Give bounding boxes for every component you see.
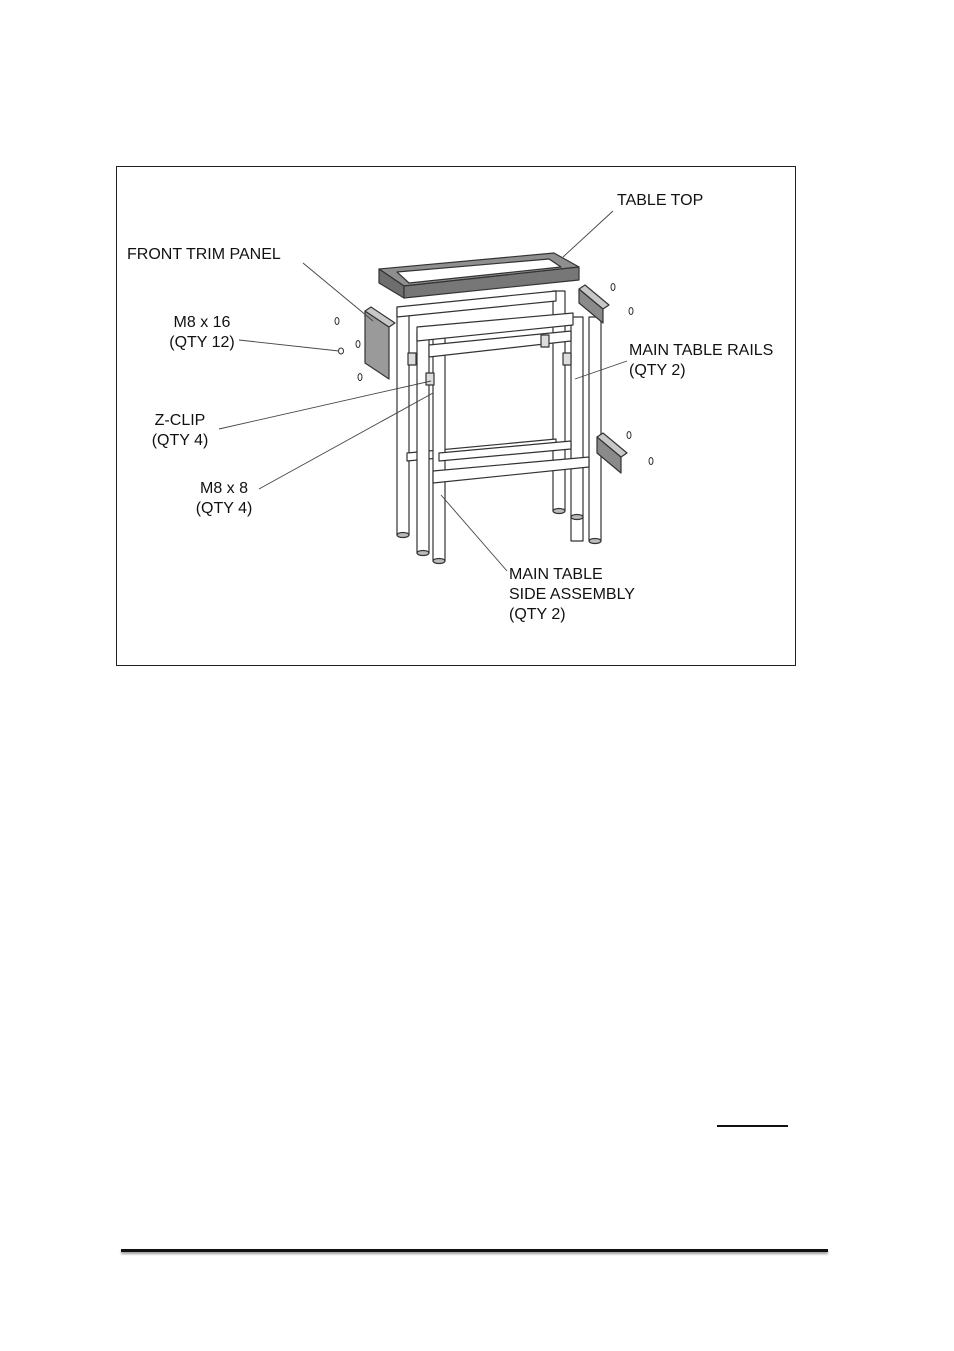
- side-assembly-front: [417, 313, 601, 564]
- label-m8x8: [183, 479, 265, 519]
- label-side-assembly-line1: MAIN TABLE: [509, 566, 603, 583]
- label-z-clip-qty: (QTY 4): [151, 432, 209, 449]
- label-front-trim-panel: FRONT TRIM PANEL: [127, 246, 281, 263]
- label-m8x8-qty: (QTY 4): [195, 500, 253, 517]
- footer-rule: [121, 1249, 828, 1252]
- label-side-assembly: [509, 565, 635, 625]
- label-side-assembly-qty: (QTY 2): [509, 606, 566, 623]
- label-main-table-rails-name: MAIN TABLE RAILS: [629, 342, 774, 359]
- label-z-clip-name: Z-CLIP: [154, 412, 206, 429]
- label-m8x8-name: M8 x 8: [199, 480, 248, 497]
- label-main-table-rails: [629, 341, 773, 381]
- label-m8x16-name: M8 x 16: [173, 314, 231, 331]
- label-side-assembly-line2: SIDE ASSEMBLY: [509, 586, 635, 603]
- short-rule: [717, 1125, 788, 1127]
- label-z-clip: [137, 411, 223, 451]
- label-m8x16: [157, 313, 247, 353]
- label-main-table-rails-qty: (QTY 2): [629, 362, 686, 379]
- diagram-frame: [116, 166, 796, 666]
- label-m8x16-qty: (QTY 12): [169, 334, 235, 351]
- label-table-top: TABLE TOP: [617, 192, 704, 209]
